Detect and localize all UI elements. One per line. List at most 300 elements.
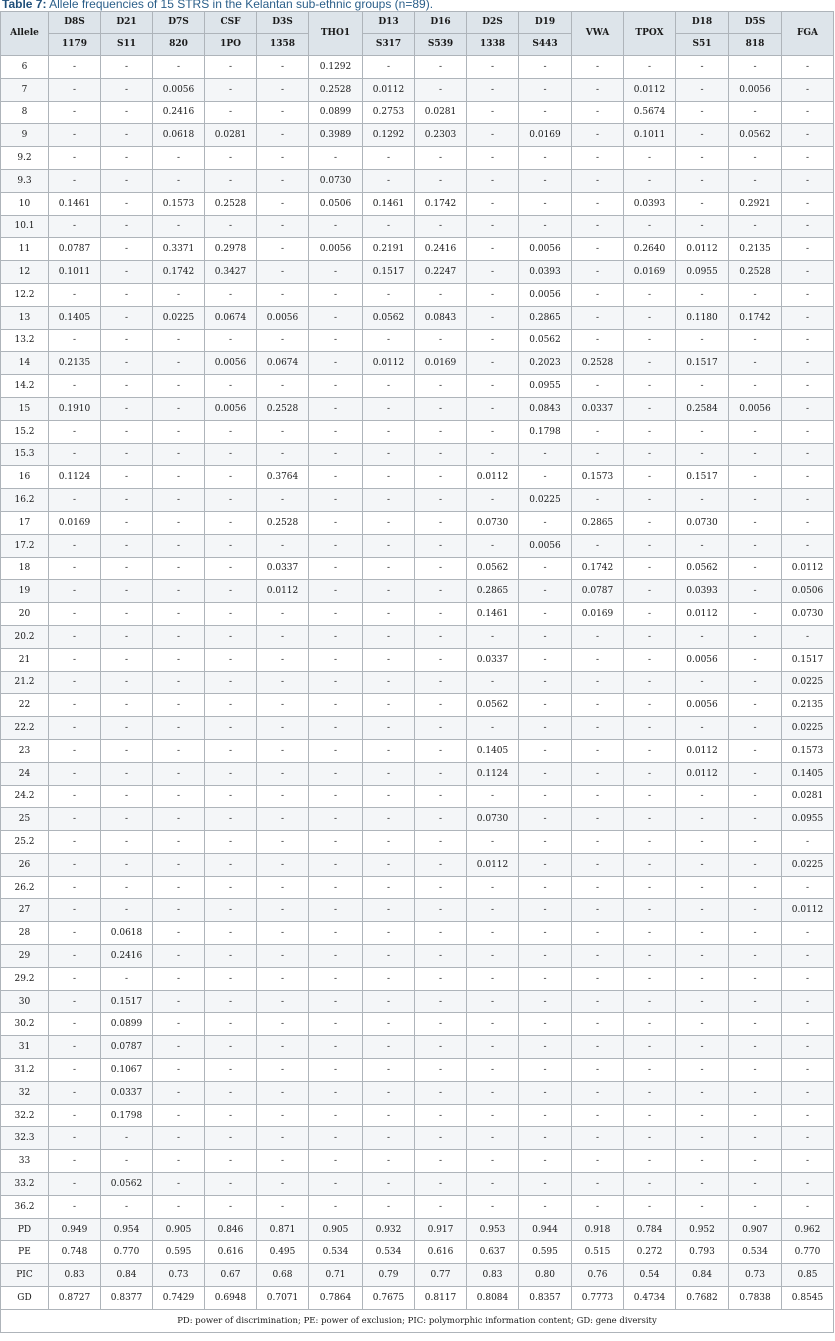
frequency-cell: -	[415, 694, 467, 717]
frequency-cell: -	[309, 717, 363, 740]
frequency-cell: -	[676, 1036, 729, 1059]
frequency-cell: -	[782, 1195, 834, 1218]
frequency-cell: -	[467, 147, 519, 170]
frequency-cell: -	[205, 1195, 257, 1218]
frequency-cell: -	[624, 534, 676, 557]
frequency-cell: -	[257, 261, 309, 284]
frequency-cell: -	[415, 717, 467, 740]
frequency-cell: -	[624, 1013, 676, 1036]
frequency-cell: -	[676, 1195, 729, 1218]
frequency-cell: 0.8117	[415, 1287, 467, 1310]
allele-frequency-table	[0, 11, 834, 1333]
frequency-cell: -	[49, 739, 101, 762]
frequency-cell: -	[49, 1195, 101, 1218]
frequency-cell: -	[101, 420, 153, 443]
frequency-cell: -	[49, 945, 101, 968]
frequency-cell: -	[415, 1127, 467, 1150]
frequency-cell: -	[415, 1059, 467, 1082]
frequency-cell: -	[467, 1150, 519, 1173]
allele-cell: 14	[1, 352, 49, 375]
frequency-cell: -	[782, 169, 834, 192]
frequency-cell: -	[363, 967, 415, 990]
frequency-cell: 0.1405	[782, 762, 834, 785]
frequency-cell: 0.1461	[467, 603, 519, 626]
frequency-cell: -	[624, 306, 676, 329]
frequency-cell: -	[101, 306, 153, 329]
allele-cell: 29.2	[1, 967, 49, 990]
frequency-cell: -	[309, 853, 363, 876]
frequency-cell: 0.7429	[153, 1287, 205, 1310]
frequency-cell: -	[519, 101, 572, 124]
frequency-cell: -	[363, 1150, 415, 1173]
frequency-cell: 0.0337	[101, 1081, 153, 1104]
frequency-cell: -	[257, 1104, 309, 1127]
column-header: CSF	[205, 12, 257, 34]
frequency-cell: -	[205, 625, 257, 648]
allele-cell: 18	[1, 557, 49, 580]
frequency-cell: 0.0169	[572, 603, 624, 626]
frequency-cell: 0.2921	[729, 192, 782, 215]
allele-column-header: Allele	[1, 12, 49, 56]
frequency-cell: 0.0337	[257, 557, 309, 580]
frequency-cell: -	[257, 375, 309, 398]
frequency-cell: -	[467, 443, 519, 466]
column-header: VWA	[572, 12, 624, 56]
frequency-cell: -	[729, 1173, 782, 1196]
frequency-cell: -	[101, 717, 153, 740]
table-row	[1, 762, 834, 785]
frequency-cell: 0.0112	[467, 466, 519, 489]
frequency-cell: -	[676, 831, 729, 854]
frequency-cell: -	[49, 603, 101, 626]
frequency-cell: -	[309, 694, 363, 717]
frequency-cell: 0.917	[415, 1218, 467, 1241]
frequency-cell: -	[729, 375, 782, 398]
table-row	[1, 534, 834, 557]
frequency-cell: 0.0562	[729, 124, 782, 147]
frequency-cell: -	[257, 147, 309, 170]
frequency-cell: -	[101, 329, 153, 352]
frequency-cell: -	[153, 1195, 205, 1218]
frequency-cell: -	[101, 466, 153, 489]
frequency-cell: -	[49, 899, 101, 922]
frequency-cell: -	[205, 489, 257, 512]
frequency-cell: -	[467, 56, 519, 79]
frequency-cell: -	[572, 717, 624, 740]
frequency-cell: -	[309, 762, 363, 785]
frequency-cell: -	[257, 808, 309, 831]
frequency-cell: -	[205, 511, 257, 534]
frequency-cell: -	[153, 739, 205, 762]
frequency-cell: -	[676, 1150, 729, 1173]
frequency-cell: 0.1573	[572, 466, 624, 489]
frequency-cell: -	[729, 56, 782, 79]
frequency-cell: -	[467, 899, 519, 922]
frequency-cell: -	[572, 1104, 624, 1127]
frequency-cell: -	[467, 1059, 519, 1082]
frequency-cell: -	[101, 147, 153, 170]
frequency-cell: -	[624, 739, 676, 762]
frequency-cell: -	[467, 124, 519, 147]
frequency-cell: -	[257, 990, 309, 1013]
frequency-cell: -	[729, 694, 782, 717]
frequency-cell: -	[624, 785, 676, 808]
frequency-cell: -	[676, 853, 729, 876]
frequency-cell: -	[257, 694, 309, 717]
frequency-cell: 0.1180	[676, 306, 729, 329]
frequency-cell: -	[257, 1127, 309, 1150]
frequency-cell: -	[309, 831, 363, 854]
footnote-row	[1, 1309, 834, 1332]
frequency-cell: -	[257, 671, 309, 694]
frequency-cell: 0.0618	[153, 124, 205, 147]
frequency-cell: -	[782, 1013, 834, 1036]
frequency-cell: -	[363, 717, 415, 740]
frequency-cell: 0.0337	[572, 397, 624, 420]
frequency-cell: -	[153, 831, 205, 854]
frequency-cell: -	[309, 671, 363, 694]
frequency-cell: -	[153, 375, 205, 398]
allele-cell: 19	[1, 580, 49, 603]
frequency-cell: -	[257, 534, 309, 557]
frequency-cell: -	[153, 990, 205, 1013]
frequency-cell: 0.1011	[624, 124, 676, 147]
frequency-cell: -	[101, 739, 153, 762]
frequency-cell: -	[729, 557, 782, 580]
frequency-cell: -	[624, 717, 676, 740]
frequency-cell: -	[519, 511, 572, 534]
frequency-cell: 0.6948	[205, 1287, 257, 1310]
frequency-cell: -	[676, 1081, 729, 1104]
frequency-cell: -	[467, 625, 519, 648]
frequency-cell: -	[363, 831, 415, 854]
frequency-cell: 0.0393	[519, 261, 572, 284]
frequency-cell: 0.1067	[101, 1059, 153, 1082]
frequency-cell: 0.1461	[49, 192, 101, 215]
frequency-cell: 0.932	[363, 1218, 415, 1241]
frequency-cell: -	[49, 1081, 101, 1104]
table-row	[1, 489, 834, 512]
frequency-cell: 0.73	[153, 1264, 205, 1287]
frequency-cell: -	[467, 375, 519, 398]
frequency-cell: -	[309, 261, 363, 284]
frequency-cell: -	[572, 785, 624, 808]
frequency-cell: -	[49, 762, 101, 785]
allele-cell: 22	[1, 694, 49, 717]
frequency-cell: 0.77	[415, 1264, 467, 1287]
frequency-cell: 0.1517	[676, 352, 729, 375]
frequency-cell: -	[572, 831, 624, 854]
frequency-cell: -	[153, 56, 205, 79]
frequency-cell: -	[676, 785, 729, 808]
frequency-cell: -	[257, 1036, 309, 1059]
frequency-cell: 0.0056	[676, 694, 729, 717]
frequency-cell: -	[676, 420, 729, 443]
frequency-cell: 0.2528	[257, 397, 309, 420]
frequency-cell: -	[49, 147, 101, 170]
frequency-cell: 0.2135	[729, 238, 782, 261]
table-row	[1, 169, 834, 192]
frequency-cell: -	[415, 1195, 467, 1218]
frequency-cell: 0.770	[101, 1241, 153, 1264]
frequency-cell: -	[309, 876, 363, 899]
frequency-cell: 0.84	[101, 1264, 153, 1287]
frequency-cell: -	[415, 922, 467, 945]
allele-cell: 27	[1, 899, 49, 922]
frequency-cell: -	[309, 557, 363, 580]
frequency-cell: -	[153, 785, 205, 808]
column-header: D8S	[49, 12, 101, 34]
frequency-cell: -	[782, 945, 834, 968]
frequency-cell: -	[572, 945, 624, 968]
frequency-cell: -	[101, 352, 153, 375]
allele-cell: 13.2	[1, 329, 49, 352]
frequency-cell: -	[624, 694, 676, 717]
frequency-cell: 0.2865	[467, 580, 519, 603]
frequency-cell: -	[676, 945, 729, 968]
frequency-cell: 0.0730	[782, 603, 834, 626]
frequency-cell: -	[415, 876, 467, 899]
frequency-cell: 0.515	[572, 1241, 624, 1264]
allele-cell: 32.2	[1, 1104, 49, 1127]
frequency-cell: -	[729, 1150, 782, 1173]
frequency-cell: -	[624, 967, 676, 990]
frequency-cell: -	[101, 215, 153, 238]
frequency-cell: -	[153, 511, 205, 534]
frequency-cell: -	[572, 420, 624, 443]
frequency-cell: 0.0056	[729, 397, 782, 420]
frequency-cell: -	[309, 306, 363, 329]
frequency-cell: -	[363, 1173, 415, 1196]
frequency-cell: -	[676, 443, 729, 466]
frequency-cell: -	[153, 1104, 205, 1127]
frequency-cell: 0.1742	[729, 306, 782, 329]
column-header: D21	[101, 12, 153, 34]
frequency-cell: 0.68	[257, 1264, 309, 1287]
stat-label: PIC	[1, 1264, 49, 1287]
frequency-cell: -	[153, 1081, 205, 1104]
frequency-cell: -	[467, 397, 519, 420]
frequency-cell: -	[363, 397, 415, 420]
table-row	[1, 466, 834, 489]
frequency-cell: -	[467, 238, 519, 261]
frequency-cell: 0.907	[729, 1218, 782, 1241]
frequency-cell: -	[415, 785, 467, 808]
frequency-cell: -	[519, 990, 572, 1013]
frequency-cell: -	[782, 534, 834, 557]
frequency-cell: -	[729, 420, 782, 443]
frequency-cell: 0.0169	[624, 261, 676, 284]
frequency-cell: -	[676, 899, 729, 922]
frequency-cell: -	[729, 671, 782, 694]
stat-row	[1, 1264, 834, 1287]
frequency-cell: -	[782, 967, 834, 990]
frequency-cell: -	[309, 945, 363, 968]
frequency-cell: -	[519, 1127, 572, 1150]
caption-text: Allele frequencies of 15 STRS in the Kelantan sub-ethnic groups (n=89).	[46, 0, 434, 11]
frequency-cell: -	[153, 603, 205, 626]
frequency-cell: -	[257, 876, 309, 899]
frequency-cell: -	[729, 967, 782, 990]
allele-cell: 8	[1, 101, 49, 124]
frequency-cell: -	[467, 169, 519, 192]
frequency-cell: 0.5674	[624, 101, 676, 124]
frequency-cell: -	[309, 1173, 363, 1196]
frequency-cell: 0.949	[49, 1218, 101, 1241]
allele-cell: 17.2	[1, 534, 49, 557]
frequency-cell: -	[572, 967, 624, 990]
frequency-cell: -	[572, 808, 624, 831]
frequency-cell: -	[624, 1173, 676, 1196]
column-subheader: 1358	[257, 34, 309, 56]
frequency-cell: -	[624, 352, 676, 375]
frequency-cell: -	[729, 808, 782, 831]
frequency-cell: -	[415, 1013, 467, 1036]
frequency-cell: -	[624, 945, 676, 968]
allele-cell: 30	[1, 990, 49, 1013]
frequency-cell: -	[729, 1059, 782, 1082]
frequency-cell: -	[624, 1195, 676, 1218]
frequency-cell: -	[624, 831, 676, 854]
frequency-cell: 0.2528	[205, 192, 257, 215]
frequency-cell: -	[153, 1059, 205, 1082]
table-row	[1, 124, 834, 147]
table-row	[1, 1195, 834, 1218]
frequency-cell: -	[519, 625, 572, 648]
frequency-cell: -	[101, 648, 153, 671]
frequency-cell: -	[49, 922, 101, 945]
frequency-cell: -	[624, 899, 676, 922]
table-row	[1, 101, 834, 124]
frequency-cell: -	[309, 1036, 363, 1059]
frequency-cell: -	[415, 489, 467, 512]
frequency-cell: -	[415, 443, 467, 466]
frequency-cell: 0.1517	[101, 990, 153, 1013]
allele-cell: 11	[1, 238, 49, 261]
frequency-cell: -	[572, 329, 624, 352]
frequency-cell: -	[782, 283, 834, 306]
frequency-cell: -	[624, 329, 676, 352]
table-row	[1, 1036, 834, 1059]
frequency-cell: -	[519, 762, 572, 785]
frequency-cell: -	[729, 101, 782, 124]
table-row	[1, 967, 834, 990]
frequency-cell: -	[205, 78, 257, 101]
frequency-cell: -	[309, 580, 363, 603]
table-row	[1, 238, 834, 261]
frequency-cell: 0.0056	[205, 397, 257, 420]
frequency-cell: -	[782, 101, 834, 124]
frequency-cell: -	[519, 169, 572, 192]
frequency-cell: -	[49, 329, 101, 352]
frequency-cell: -	[519, 739, 572, 762]
frequency-cell: 0.962	[782, 1218, 834, 1241]
frequency-cell: -	[257, 169, 309, 192]
frequency-cell: -	[467, 261, 519, 284]
frequency-cell: -	[49, 648, 101, 671]
frequency-cell: -	[519, 443, 572, 466]
frequency-cell: -	[415, 648, 467, 671]
frequency-cell: -	[363, 215, 415, 238]
frequency-cell: -	[415, 56, 467, 79]
frequency-cell: -	[205, 56, 257, 79]
frequency-cell: -	[467, 945, 519, 968]
stat-label: PE	[1, 1241, 49, 1264]
frequency-cell: -	[101, 261, 153, 284]
frequency-cell: -	[782, 329, 834, 352]
frequency-cell: -	[572, 1081, 624, 1104]
frequency-cell: -	[101, 603, 153, 626]
allele-cell: 9	[1, 124, 49, 147]
frequency-cell: -	[415, 967, 467, 990]
frequency-cell: -	[49, 557, 101, 580]
frequency-cell: 0.2303	[415, 124, 467, 147]
frequency-cell: -	[415, 1173, 467, 1196]
frequency-cell: 0.1292	[363, 124, 415, 147]
frequency-cell: 0.7682	[676, 1287, 729, 1310]
frequency-cell: -	[519, 853, 572, 876]
frequency-cell: 0.0618	[101, 922, 153, 945]
frequency-cell: -	[676, 56, 729, 79]
frequency-cell: 0.0281	[782, 785, 834, 808]
frequency-cell: -	[782, 511, 834, 534]
frequency-cell: -	[729, 922, 782, 945]
frequency-cell: 0.1910	[49, 397, 101, 420]
frequency-cell: 0.3764	[257, 466, 309, 489]
frequency-cell: -	[205, 990, 257, 1013]
frequency-cell: -	[205, 443, 257, 466]
table-row	[1, 922, 834, 945]
frequency-cell: -	[363, 1127, 415, 1150]
frequency-cell: -	[257, 739, 309, 762]
frequency-cell: -	[415, 534, 467, 557]
frequency-cell: -	[153, 922, 205, 945]
frequency-cell: -	[624, 215, 676, 238]
frequency-cell: -	[624, 580, 676, 603]
frequency-cell: -	[519, 192, 572, 215]
frequency-cell: -	[415, 990, 467, 1013]
frequency-cell: -	[49, 283, 101, 306]
frequency-cell: -	[519, 671, 572, 694]
frequency-cell: -	[49, 717, 101, 740]
frequency-cell: -	[572, 1013, 624, 1036]
frequency-cell: -	[309, 443, 363, 466]
frequency-cell: 0.793	[676, 1241, 729, 1264]
frequency-cell: -	[153, 1013, 205, 1036]
frequency-cell: 0.1011	[49, 261, 101, 284]
frequency-cell: 0.0169	[415, 352, 467, 375]
frequency-cell: 0.0056	[205, 352, 257, 375]
frequency-cell: -	[205, 808, 257, 831]
frequency-cell: -	[363, 580, 415, 603]
frequency-cell: -	[101, 557, 153, 580]
frequency-cell: 0.272	[624, 1241, 676, 1264]
frequency-cell: 0.0112	[676, 739, 729, 762]
frequency-cell: -	[205, 1150, 257, 1173]
frequency-cell: -	[782, 466, 834, 489]
frequency-cell: -	[101, 899, 153, 922]
frequency-cell: -	[676, 124, 729, 147]
frequency-cell: -	[363, 466, 415, 489]
frequency-cell: -	[309, 625, 363, 648]
frequency-cell: -	[624, 557, 676, 580]
column-header: D7S	[153, 12, 205, 34]
frequency-cell: 0.918	[572, 1218, 624, 1241]
allele-cell: 9.3	[1, 169, 49, 192]
frequency-cell: -	[572, 648, 624, 671]
table-row	[1, 831, 834, 854]
frequency-cell: -	[101, 124, 153, 147]
